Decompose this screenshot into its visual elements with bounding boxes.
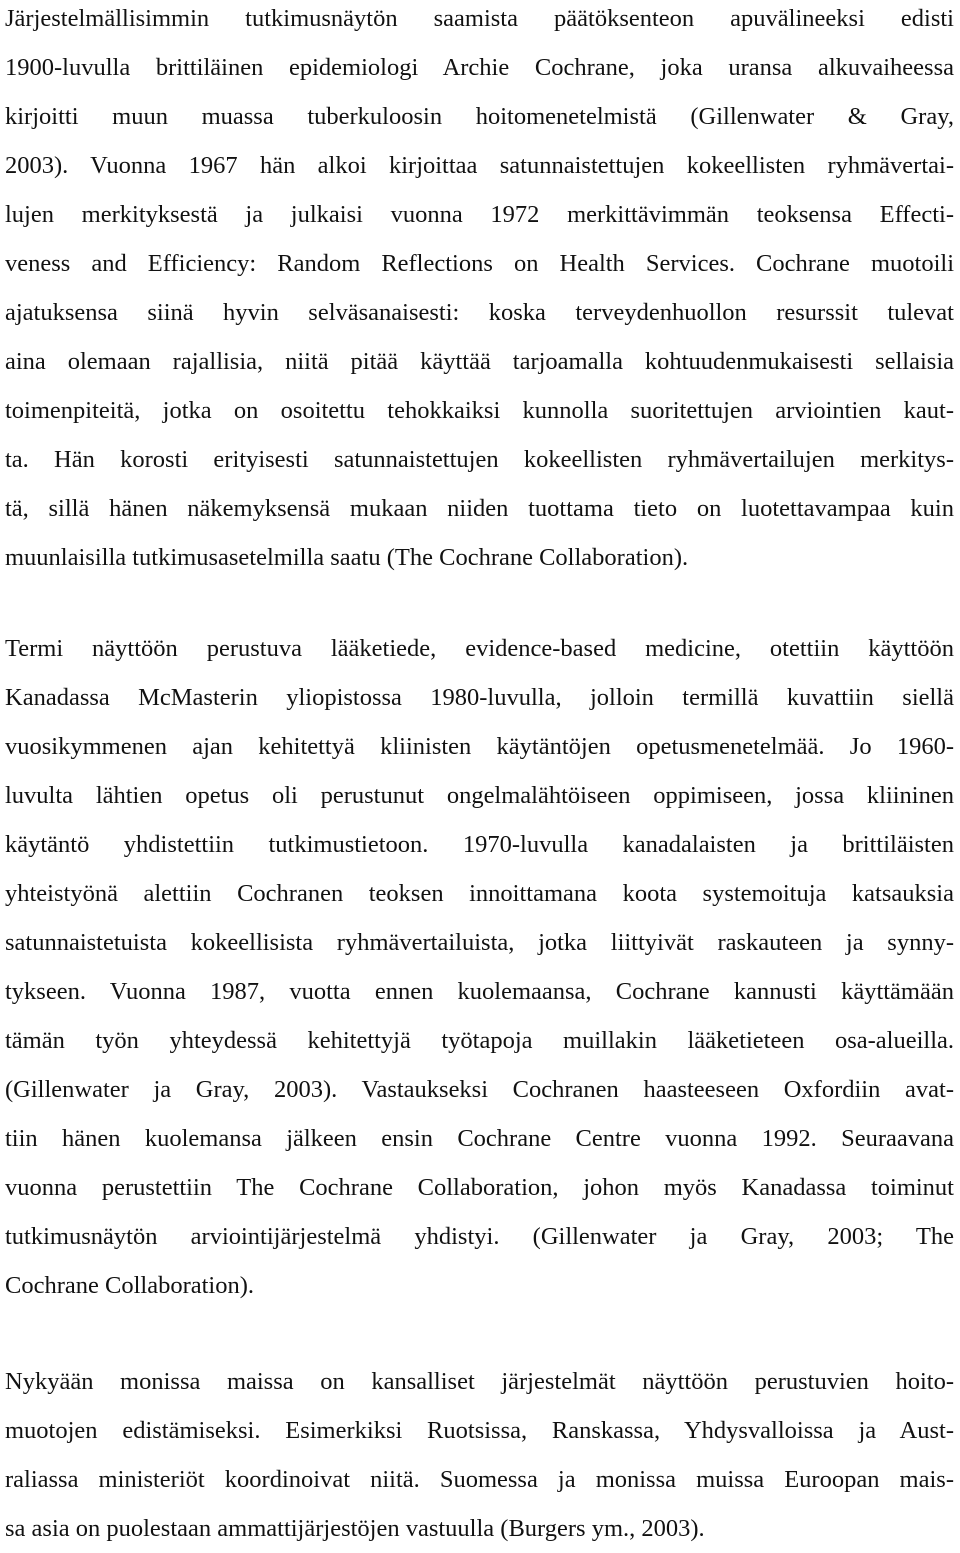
paragraph-evidence-based-medicine — [5, 624, 954, 1310]
text-line: tä, sillä hänen näkemyksensä mukaan niiden tuottama tieto on luotettavampaa kuin — [5, 495, 954, 522]
text-line: yhteistyönä alettiin Cochranen teoksen innoittamana koota systemoituja katsauksia — [5, 880, 954, 907]
text-line: Kanadassa McMasterin yliopistossa 1980-luvulla, jolloin termillä kuvattiin siellä — [5, 684, 954, 711]
text-line: satunnaistetuista kokeellisista ryhmävertailuista, jotka liittyivät raskauteen ja synny- — [5, 929, 954, 956]
text-line: raliassa ministeriöt koordinoivat niitä. Suomessa ja monissa muissa Euroopan mais- — [5, 1466, 954, 1493]
text-line: (Gillenwater ja Gray, 2003). Vastaukseksi Cochranen haasteeseen Oxfordiin avat- — [5, 1076, 954, 1103]
text-line: Cochrane Collaboration). — [5, 1272, 255, 1299]
text-line: muunlaisilla tutkimusasetelmilla saatu (The Cochrane Collaboration). — [5, 544, 689, 571]
text-line: vuosikymmenen ajan kehitettyä kliinisten käytäntöjen opetusmenetelmää. Jo 1960- — [5, 733, 954, 760]
text-line: toimenpiteitä, jotka on osoitettu tehokkaiksi kunnolla suoritettujen arviointien kaut- — [5, 397, 954, 424]
text-line: tämän työn yhteydessä kehitettyjä työtapoja muillakin lääketieteen osa-alueilla. — [5, 1027, 954, 1054]
text-line: vuonna perustettiin The Cochrane Collaboration, johon myös Kanadassa toiminut — [5, 1174, 954, 1201]
text-line: 1900-luvulla brittiläinen epidemiologi Archie Cochrane, joka uransa alkuvaiheessa — [5, 54, 954, 81]
text-line: lujen merkityksestä ja julkaisi vuonna 1972 merkittävimmän teoksensa Effecti- — [5, 201, 954, 228]
text-line: tutkimusnäytön arviointijärjestelmä yhdistyi. (Gillenwater ja Gray, 2003; The — [5, 1223, 954, 1250]
text-line: luvulta lähtien opetus oli perustunut ongelmalähtöiseen oppimiseen, jossa kliininen — [5, 782, 954, 809]
text-line: aina olemaan rajallisia, niitä pitää käyttää tarjoamalla kohtuudenmukaisesti sellaisia — [5, 348, 954, 375]
paragraph-national-systems — [5, 1357, 954, 1553]
text-line: muotojen edistämiseksi. Esimerkiksi Ruotsissa, Ranskassa, Yhdysvalloissa ja Aust- — [5, 1417, 954, 1444]
text-line: Nykyään monissa maissa on kansalliset järjestelmät näyttöön perustuvien hoito- — [5, 1368, 954, 1395]
text-line: Järjestelmällisimmin tutkimusnäytön saamista päätöksenteon apuvälineeksi edisti — [5, 5, 954, 32]
text-line: veness and Efficiency: Random Reflections on Health Services. Cochrane muotoili — [5, 250, 954, 277]
text-line: käytäntö yhdistettiin tutkimustietoon. 1970-luvulla kanadalaisten ja brittiläisten — [5, 831, 954, 858]
text-line: Termi näyttöön perustuva lääketiede, evidence-based medicine, otettiin käyttöön — [5, 635, 954, 662]
text-line: ta. Hän korosti erityisesti satunnaistettujen kokeellisten ryhmävertailujen merkitys- — [5, 446, 954, 473]
text-line: ajatuksensa siinä hyvin selväsanaisesti: koska terveydenhuollon resurssit tulevat — [5, 299, 954, 326]
paragraph-cochrane-history — [5, 0, 954, 582]
text-line: tykseen. Vuonna 1987, vuotta ennen kuolemaansa, Cochrane kannusti käyttämään — [5, 978, 954, 1005]
text-line: sa asia on puolestaan ammattijärjestöjen vastuulla (Burgers ym., 2003). — [5, 1515, 705, 1542]
text-line: tiin hänen kuolemansa jälkeen ensin Cochrane Centre vuonna 1992. Seuraavana — [5, 1125, 954, 1152]
text-line: 2003). Vuonna 1967 hän alkoi kirjoittaa satunnaistettujen kokeellisten ryhmävertai- — [5, 152, 954, 179]
text-line: kirjoitti muun muassa tuberkuloosin hoitomenetelmistä (Gillenwater & Gray, — [5, 103, 954, 130]
